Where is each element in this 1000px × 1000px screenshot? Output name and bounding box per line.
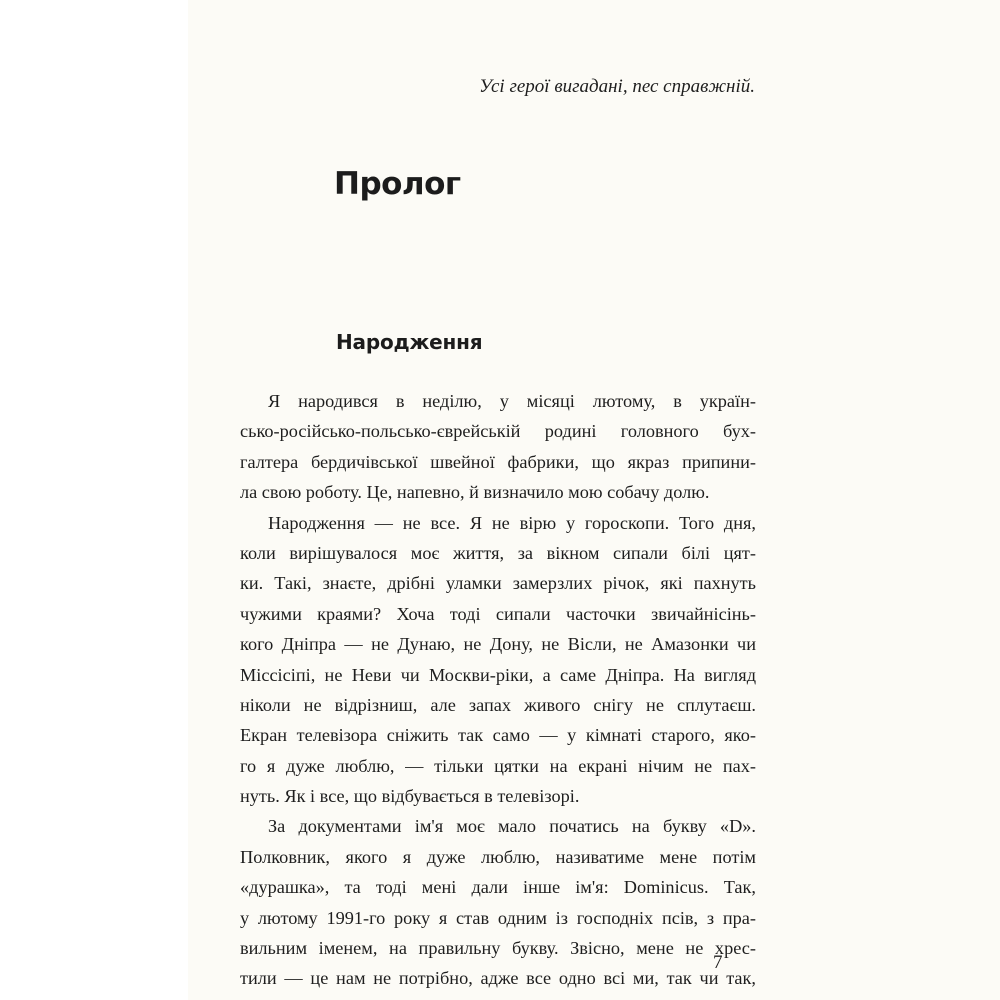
text-line: го я дуже люблю, — тільки цятки на екрані нічим не пах- <box>240 755 756 776</box>
text-line: сько-російсько-польсько-єврейській родині головного бух- <box>240 421 756 442</box>
section-title: Народження <box>336 330 483 354</box>
text-line: «дурашка», та тоді мені дали інше ім'я: Dominicus. Так, <box>240 877 756 898</box>
text-line: у лютому 1991-го року я став одним із господніх псів, з пра- <box>240 907 756 928</box>
book-page <box>188 0 1000 1000</box>
epigraph: Усі герої вигадані, пес справжній. <box>479 76 755 97</box>
text-line: коли вирішувалося моє життя, за вікном сипали білі цят- <box>240 542 756 563</box>
text-line: Я народився в неділю, у місяці лютому, в україн- <box>268 391 756 411</box>
text-line: За документами ім'я моє мало початись на букву «D». <box>268 816 756 837</box>
chapter-title: Пролог <box>334 166 461 202</box>
text-line: тили — це нам не потрібно, адже все одно всі ми, так чи так, <box>240 968 756 989</box>
text-line: Міссісіпі, не Неви чи Москви-ріки, а саме Дніпра. На вигляд <box>240 664 756 685</box>
text-line: Полковник, якого я дуже люблю, називатиме мене потім <box>240 846 756 867</box>
text-line: галтера бердичівської швейної фабрики, що якраз припини- <box>240 451 756 472</box>
text-line: ла свою роботу. Це, напевно, й визначило мою собачу долю. <box>240 482 710 503</box>
text-line: нуть. Як і все, що відбувається в телевізорі. <box>240 786 580 807</box>
body-text <box>240 386 756 994</box>
text-line: ніколи не відрізниш, але запах живого снігу не сплутаєш. <box>240 694 756 715</box>
paragraph-1 <box>240 386 756 508</box>
text-line: чужими краями? Хоча тоді сипали часточки звичайнісінь- <box>240 603 756 624</box>
text-line: Народження — не все. Я не вірю у гороскопи. Того дня, <box>268 512 756 533</box>
text-line: ки. Такі, знаєте, дрібні уламки замерзлих річок, які пахнуть <box>240 573 756 594</box>
paragraph-2 <box>240 508 756 812</box>
text-line: кого Дніпра — не Дунаю, не Дону, не Вісли, не Амазонки чи <box>240 634 756 655</box>
text-line: вильним іменем, на правильну букву. Звісно, мене не хрес- <box>240 938 756 959</box>
text-line: Екран телевізора сніжить так само — у кімнаті старого, яко- <box>240 725 756 746</box>
page-number: 7 <box>713 952 723 973</box>
paragraph-3 <box>240 811 756 993</box>
